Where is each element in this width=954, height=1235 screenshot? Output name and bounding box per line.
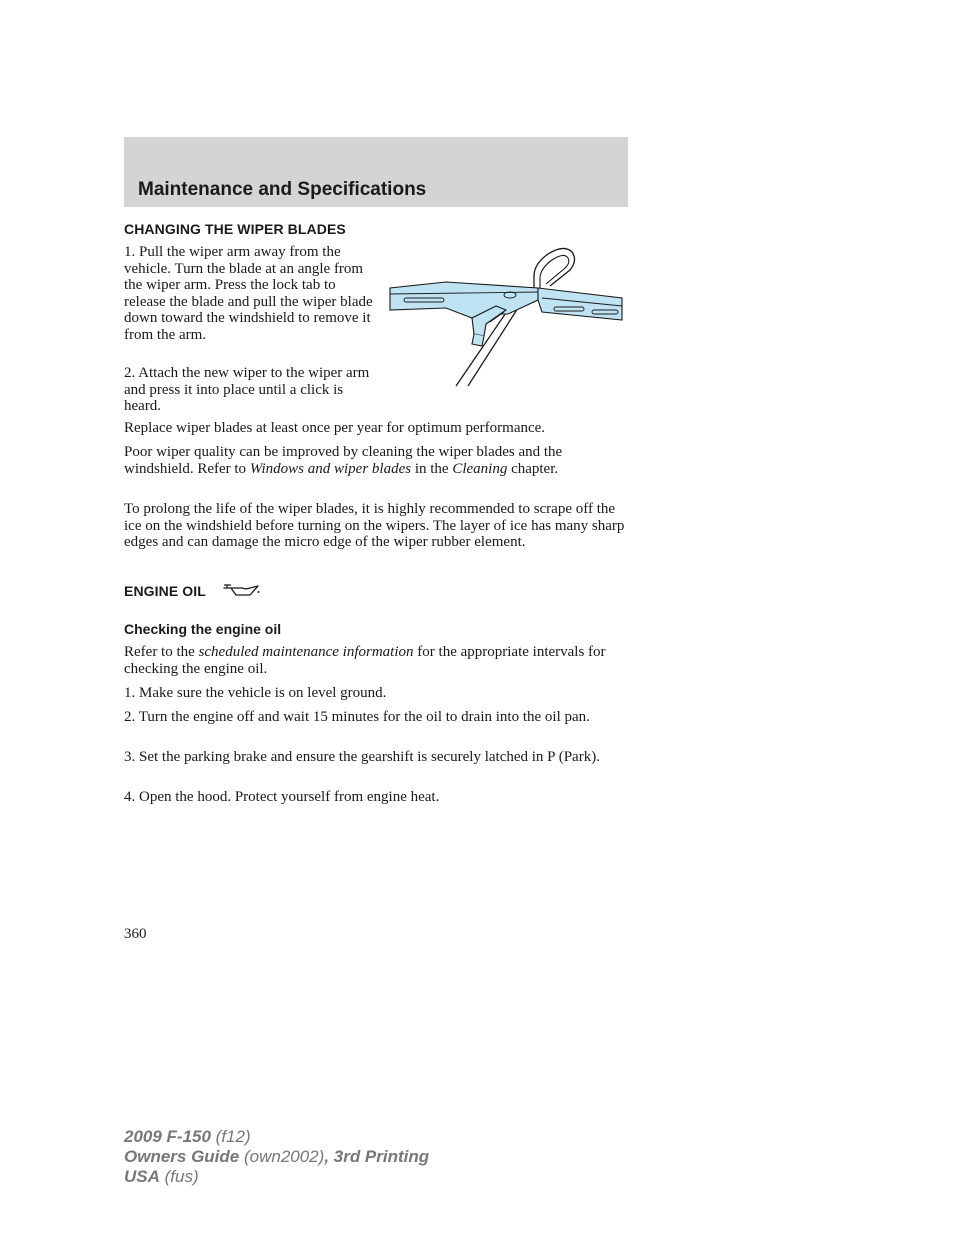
prolong-paragraph: To prolong the life of the wiper blades, it is highly recommended to scrape off the ice on the windshield before turning on the wipers. The layer of ice has many sharp edges and can damage the micro edge of the wiper rubber element.	[124, 501, 625, 550]
chapter-reference-text: Cleaning	[452, 460, 508, 477]
footer-line-3	[124, 1167, 429, 1187]
oil-can-icon	[222, 581, 260, 598]
text-span: (own2002)	[239, 1147, 325, 1166]
text-span: chapter.	[507, 460, 559, 477]
text-span: in the	[411, 460, 453, 477]
cross-reference-text: Windows and wiper blades	[249, 460, 412, 477]
oil-step-4: 4. Open the hood. Protect yourself from engine heat.	[124, 789, 440, 805]
text-span: Poor wiper quality can be improved by cleaning the wiper blades and the windshield. Refer to	[124, 444, 563, 477]
text-span: (f12)	[210, 1127, 251, 1146]
blade-frame-right	[538, 288, 622, 320]
wiper-quality-paragraph	[124, 444, 630, 477]
text-span: , 3rd Printing	[324, 1147, 430, 1166]
text-span: Refer to the	[124, 644, 199, 660]
footer-line-1	[124, 1127, 429, 1147]
wiper-step-2: 2. Attach the new wiper to the wiper arm and press it into place until a click is heard.	[124, 365, 370, 414]
footer-line-2	[124, 1147, 429, 1167]
replace-paragraph: Replace wiper blades at least once per year for optimum performance.	[124, 420, 546, 436]
text-span: USA	[124, 1167, 160, 1186]
wiper-heading: CHANGING THE WIPER BLADES	[124, 221, 346, 237]
engine-oil-heading: ENGINE OIL	[124, 583, 206, 599]
section-header-band	[124, 137, 628, 207]
text-span: 2009 F-150	[124, 1127, 211, 1146]
checking-oil-subheading: Checking the engine oil	[124, 621, 282, 637]
lock-tab-base	[472, 334, 484, 346]
cross-reference-text: scheduled maintenance information	[198, 644, 414, 660]
text-span: for the appropriate intervals for checking the engine oil.	[124, 644, 606, 677]
oil-step-1: 1. Make sure the vehicle is on level ground.	[124, 685, 387, 701]
wiper-step-1: 1. Pull the wiper arm away from the vehicle. Turn the blade at an angle from the wiper arm. Press the lock tab to release the blade and pull the wiper blade down toward the windshield to remove it from the arm.	[124, 244, 373, 343]
page-number: 360	[124, 926, 147, 942]
refer-paragraph	[124, 644, 630, 677]
section-title: Maintenance and Specifications	[138, 179, 427, 200]
oil-step-3: 3. Set the parking brake and ensure the gearshift is securely latched in P (Park).	[124, 749, 600, 765]
document-footer	[124, 1127, 429, 1187]
text-span: (fus)	[159, 1167, 199, 1186]
oil-step-2: 2. Turn the engine off and wait 15 minutes for the oil to drain into the oil pan.	[124, 709, 590, 725]
text-span: Owners Guide	[124, 1147, 240, 1166]
wiper-blade-illustration	[388, 244, 624, 388]
